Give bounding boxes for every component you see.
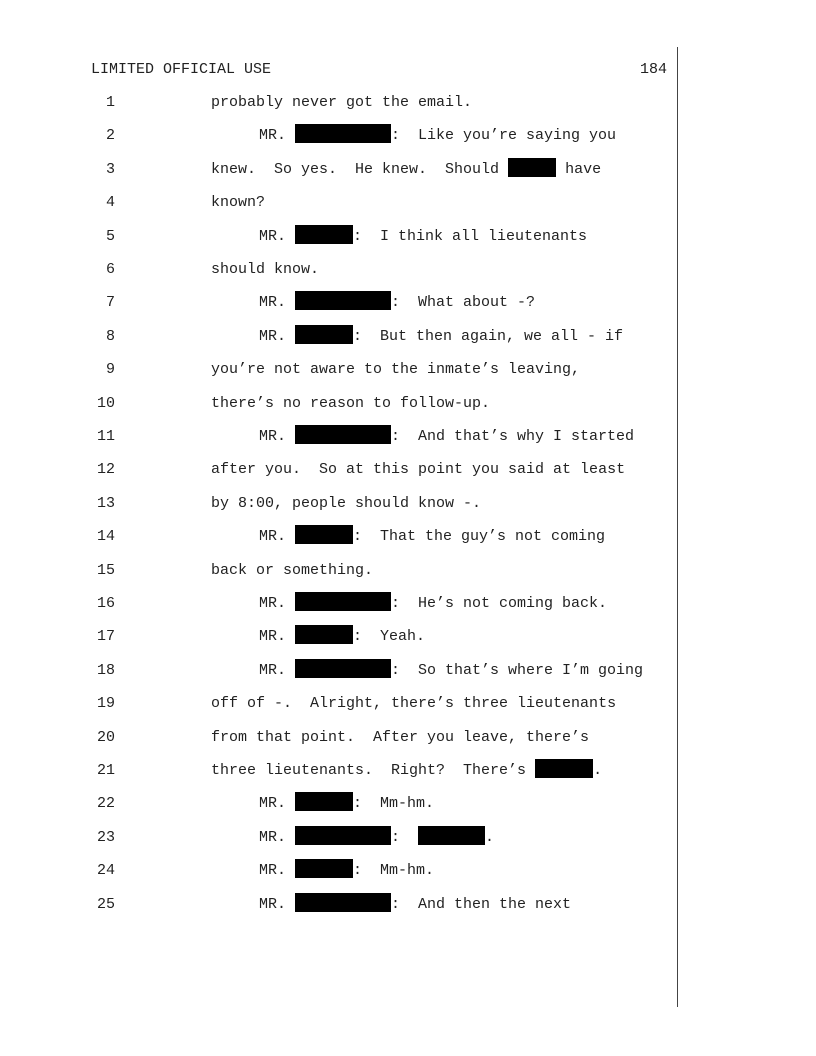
- redaction-box: [295, 826, 391, 845]
- line-number: 7: [105, 294, 115, 312]
- line-text: [211, 728, 589, 748]
- text-segment: .: [593, 762, 603, 779]
- text-segment: : What about -?: [391, 294, 536, 312]
- line-number: 21: [96, 762, 115, 779]
- line-number: 14: [96, 528, 115, 546]
- line-number: 1: [105, 94, 115, 111]
- text-segment: : But then again, we all - if: [353, 327, 624, 345]
- redaction-box: [295, 625, 353, 644]
- line-number: 17: [96, 628, 115, 646]
- line-number: 11: [96, 428, 115, 445]
- line-text: [211, 694, 616, 714]
- line-number: 9: [105, 361, 115, 379]
- redaction-box: [295, 325, 353, 344]
- line-text: [211, 527, 605, 547]
- text-segment: :: [391, 828, 419, 846]
- text-segment: MR.: [259, 595, 296, 612]
- redaction-box: [535, 759, 593, 778]
- text-segment: after you. So at this point you said at least: [211, 461, 626, 479]
- text-segment: : Yeah.: [353, 628, 426, 646]
- line-text: [211, 594, 607, 614]
- text-segment: MR.: [259, 127, 296, 145]
- text-segment: MR.: [259, 862, 296, 880]
- text-segment: known?: [211, 194, 266, 212]
- text-segment: three lieutenants. Right? There’s: [211, 762, 536, 779]
- line-text: [211, 293, 535, 313]
- line-number: 24: [96, 862, 115, 880]
- line-number: 4: [105, 194, 115, 212]
- line-text: [211, 394, 490, 414]
- text-segment: MR.: [259, 294, 296, 312]
- line-number: 20: [96, 728, 115, 746]
- text-segment: MR.: [259, 327, 296, 345]
- text-segment: off of -. Alright, there’s three lieutenants: [211, 695, 617, 713]
- right-margin-rule: [677, 47, 678, 1007]
- text-segment: MR.: [259, 227, 296, 245]
- text-segment: probably never got the email.: [211, 94, 473, 111]
- text-segment: knew. So yes. He knew. Should: [211, 160, 509, 178]
- text-segment: you’re not aware to the inmate’s leaving,: [211, 361, 581, 379]
- line-number: 6: [105, 261, 115, 278]
- line-number: 25: [96, 895, 115, 913]
- redaction-box: [295, 859, 353, 878]
- line-number: 8: [105, 327, 115, 345]
- text-segment: should know.: [211, 261, 320, 278]
- line-number: 16: [96, 595, 115, 612]
- line-text: [211, 828, 494, 848]
- line-text: [211, 895, 571, 915]
- text-segment: : I think all lieutenants: [353, 227, 588, 245]
- line-text: [211, 427, 634, 447]
- line-number: 2: [105, 127, 115, 145]
- text-segment: : So that’s where I’m going: [391, 661, 644, 679]
- text-segment: MR.: [259, 795, 296, 813]
- line-number: 3: [105, 160, 115, 178]
- text-segment: back or something.: [211, 561, 374, 579]
- page-number: 184: [639, 61, 667, 78]
- classification-header: LIMITED OFFICIAL USE: [91, 61, 272, 78]
- redaction-box: [295, 659, 391, 678]
- line-number: 10: [96, 394, 115, 412]
- redaction-box: [295, 291, 391, 310]
- line-number: 13: [96, 494, 115, 512]
- text-segment: MR.: [259, 661, 296, 679]
- text-segment: : Mm-hm.: [353, 862, 435, 880]
- line-text: [211, 861, 434, 881]
- line-number: 15: [96, 561, 115, 579]
- text-segment: : That the guy’s not coming: [353, 528, 606, 546]
- line-text: [211, 460, 625, 480]
- text-segment: have: [556, 160, 602, 178]
- text-segment: : He’s not coming back.: [391, 595, 608, 612]
- text-segment: MR.: [259, 528, 296, 546]
- text-segment: : And then the next: [391, 895, 572, 913]
- redaction-box: [295, 225, 353, 244]
- line-text: [211, 327, 623, 347]
- text-segment: from that point. After you leave, there’s: [211, 728, 590, 746]
- line-text: [211, 627, 425, 647]
- text-segment: : Mm-hm.: [353, 795, 435, 813]
- line-text: [211, 494, 481, 514]
- line-number: 23: [96, 828, 115, 846]
- redaction-box: [295, 592, 391, 611]
- line-number: 5: [105, 227, 115, 245]
- line-text: [211, 360, 580, 380]
- redaction-box: [508, 158, 556, 177]
- line-text: [211, 193, 265, 213]
- line-number: 22: [96, 795, 115, 813]
- text-segment: there’s no reason to follow-up.: [211, 394, 491, 412]
- line-text: [211, 661, 643, 681]
- text-segment: MR.: [259, 828, 296, 846]
- redaction-box: [295, 425, 391, 444]
- line-text: [211, 126, 616, 146]
- text-segment: MR.: [259, 628, 296, 646]
- line-text: [211, 160, 601, 180]
- line-text: [211, 227, 587, 247]
- line-text: [211, 761, 602, 781]
- line-text: [211, 260, 319, 280]
- line-number: 19: [96, 695, 115, 713]
- text-segment: by 8:00, people should know -.: [211, 494, 482, 512]
- line-number: 12: [96, 461, 115, 479]
- redaction-box: [295, 525, 353, 544]
- text-segment: : And that’s why I started: [391, 428, 635, 445]
- text-segment: : Like you’re saying you: [391, 127, 617, 145]
- text-segment: .: [485, 828, 495, 846]
- line-text: [211, 794, 434, 814]
- line-text: [211, 93, 472, 113]
- redaction-box: [295, 124, 391, 143]
- redaction-box: [295, 792, 353, 811]
- text-segment: MR.: [259, 895, 296, 913]
- redaction-box: [295, 893, 391, 912]
- text-segment: MR.: [259, 428, 296, 445]
- redaction-box: [418, 826, 485, 845]
- line-number: 18: [96, 661, 115, 679]
- line-text: [211, 561, 373, 581]
